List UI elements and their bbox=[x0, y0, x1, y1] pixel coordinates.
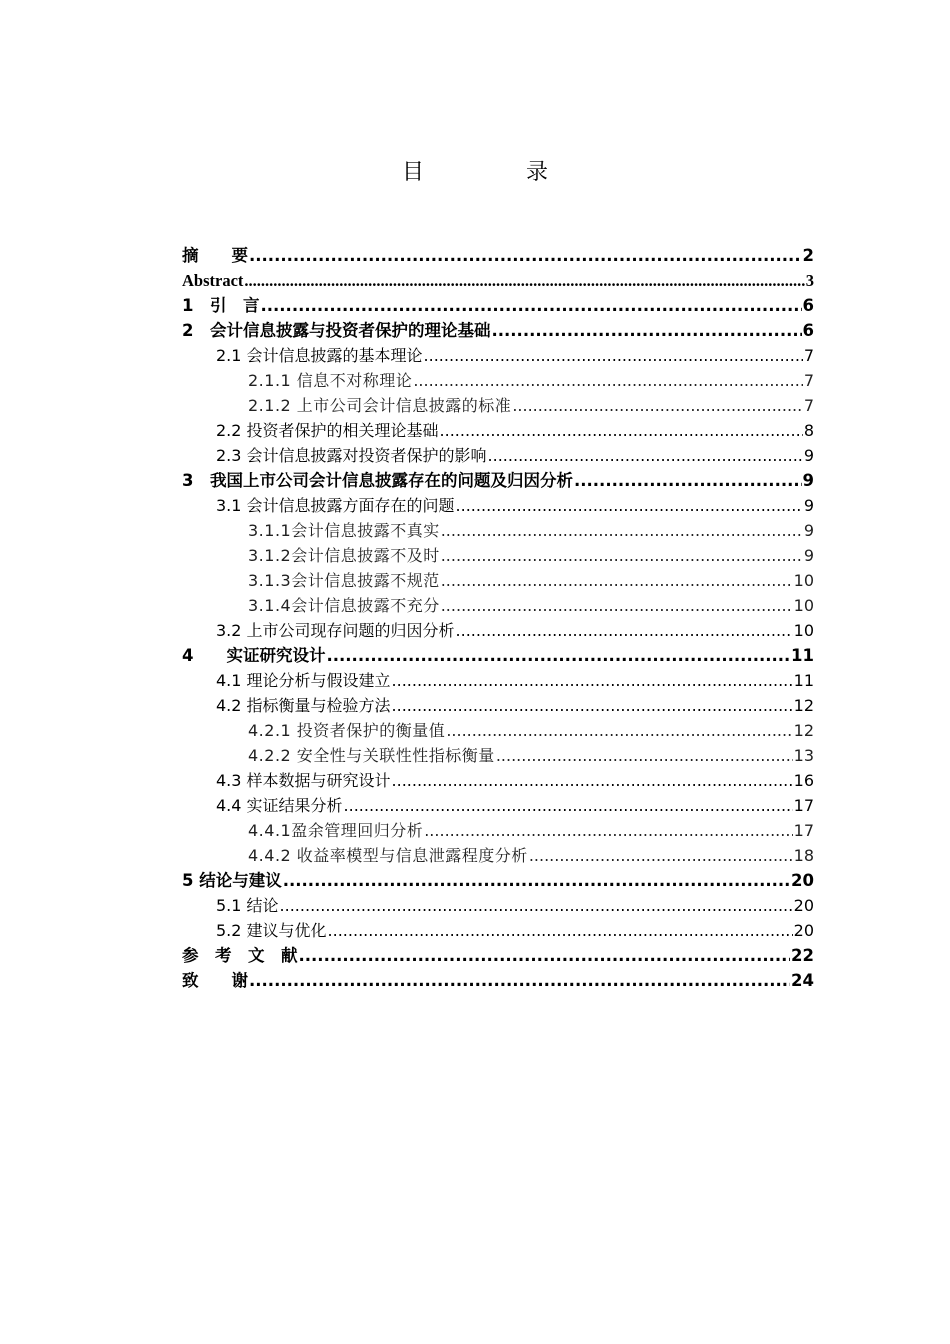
toc-entry[interactable] bbox=[182, 868, 814, 893]
toc-entry-page-number: 6 bbox=[802, 296, 814, 315]
toc-entry-label: 3.1.2会计信息披露不及时 bbox=[248, 546, 440, 565]
toc-entry[interactable] bbox=[182, 818, 814, 843]
toc-entry[interactable] bbox=[182, 768, 814, 793]
toc-dot-leader bbox=[441, 568, 793, 593]
toc-entry[interactable] bbox=[182, 568, 814, 593]
toc-entry-label: 2.1.1 信息不对称理论 bbox=[248, 371, 413, 390]
toc-dot-leader bbox=[574, 468, 802, 493]
toc-entry[interactable] bbox=[182, 243, 814, 268]
toc-dot-leader bbox=[326, 643, 790, 668]
toc-entry-page-number: 7 bbox=[803, 346, 814, 365]
toc-entry-label: 4.4.1盈余管理回归分析 bbox=[248, 821, 424, 840]
toc-entry-label: 3 我国上市公司会计信息披露存在的问题及归因分析 bbox=[182, 471, 573, 490]
toc-dot-leader bbox=[456, 493, 803, 518]
toc-entry-label: 5 结论与建议 bbox=[182, 871, 282, 890]
toc-entry-page-number: 6 bbox=[802, 321, 814, 340]
toc-entry-page-number: 12 bbox=[793, 696, 814, 715]
toc-dot-leader bbox=[392, 768, 793, 793]
toc-entry-label: 4.2.1 投资者保护的衡量值 bbox=[248, 721, 446, 740]
toc-entry-label: 3.2 上市公司现存问题的归因分析 bbox=[216, 621, 455, 640]
toc-entry-page-number: 12 bbox=[793, 721, 814, 740]
toc-entry-page-number: 17 bbox=[793, 796, 814, 815]
toc-entry-page-number: 13 bbox=[793, 746, 814, 765]
toc-entry-label: 4.4.2 收益率模型与信息泄露程度分析 bbox=[248, 846, 528, 865]
toc-entry[interactable] bbox=[182, 643, 814, 668]
toc-entry-page-number: 2 bbox=[802, 246, 814, 265]
toc-dot-leader bbox=[441, 593, 793, 618]
toc-entry-label: 4.2.2 安全性与关联性性指标衡量 bbox=[248, 746, 495, 765]
toc-entry[interactable] bbox=[182, 793, 814, 818]
toc-entry[interactable] bbox=[182, 543, 814, 568]
toc-entry-page-number: 7 bbox=[803, 396, 814, 415]
toc-entry-page-number: 10 bbox=[793, 596, 814, 615]
toc-entry-page-number: 11 bbox=[791, 646, 814, 665]
toc-entry-label: 3.1.3会计信息披露不规范 bbox=[248, 571, 440, 590]
toc-entry[interactable] bbox=[182, 468, 814, 493]
toc-entry-page-number: 24 bbox=[791, 971, 814, 990]
toc-entry[interactable] bbox=[182, 668, 814, 693]
toc-entry-label: 2.2 投资者保护的相关理论基础 bbox=[216, 421, 439, 440]
toc-entry-label: 4 实证研究设计 bbox=[182, 646, 326, 665]
toc-entry[interactable] bbox=[182, 893, 814, 918]
toc-dot-leader bbox=[244, 268, 804, 293]
toc-entry-label: 3.1.1会计信息披露不真实 bbox=[248, 521, 440, 540]
toc-entry-page-number: 22 bbox=[791, 946, 814, 965]
toc-entry[interactable] bbox=[182, 268, 814, 293]
toc-entry-page-number: 18 bbox=[793, 846, 814, 865]
toc-dot-leader bbox=[446, 718, 792, 743]
toc-entry-page-number: 20 bbox=[793, 896, 814, 915]
toc-dot-leader bbox=[456, 618, 793, 643]
toc-entry[interactable] bbox=[182, 718, 814, 743]
toc-entry[interactable] bbox=[182, 743, 814, 768]
toc-dot-leader bbox=[529, 843, 793, 868]
toc-entry-page-number: 3 bbox=[805, 271, 814, 290]
toc-entry-page-number: 9 bbox=[803, 446, 814, 465]
toc-entry[interactable] bbox=[182, 418, 814, 443]
toc-entry-page-number: 10 bbox=[793, 571, 814, 590]
toc-entry-label: 参 考 文 献 bbox=[182, 946, 298, 965]
toc-entry-label: 2 会计信息披露与投资者保护的理论基础 bbox=[182, 321, 491, 340]
toc-entry-label: 摘 要 bbox=[182, 246, 248, 265]
toc-dot-leader bbox=[413, 368, 803, 393]
toc-dot-leader bbox=[299, 943, 791, 968]
toc-entry-label: Abstract bbox=[182, 271, 244, 290]
toc-entry-page-number: 9 bbox=[803, 496, 814, 515]
toc-dot-leader bbox=[249, 968, 790, 993]
toc-entry-label: 5.1 结论 bbox=[216, 896, 279, 915]
toc-dot-leader bbox=[392, 668, 793, 693]
toc-entry[interactable] bbox=[182, 368, 814, 393]
toc-entry-label: 4.4 实证结果分析 bbox=[216, 796, 343, 815]
toc-entry[interactable] bbox=[182, 693, 814, 718]
toc-entry[interactable] bbox=[182, 618, 814, 643]
toc-entry-label: 3.1.4会计信息披露不充分 bbox=[248, 596, 440, 615]
toc-entry-label: 2.3 会计信息披露对投资者保护的影响 bbox=[216, 446, 487, 465]
toc-dot-leader bbox=[512, 393, 803, 418]
toc-entry-label: 2.1.2 上市公司会计信息披露的标准 bbox=[248, 396, 512, 415]
toc-entry-label: 3.1 会计信息披露方面存在的问题 bbox=[216, 496, 455, 515]
toc-entry-page-number: 16 bbox=[793, 771, 814, 790]
toc-dot-leader bbox=[491, 318, 801, 343]
toc-dot-leader bbox=[488, 443, 803, 468]
toc-entry-page-number: 8 bbox=[803, 421, 814, 440]
page-title: 目 录 bbox=[401, 160, 588, 185]
toc-entry-label: 1 引 言 bbox=[182, 296, 260, 315]
toc-entry-label: 致 谢 bbox=[182, 971, 248, 990]
toc-dot-leader bbox=[441, 543, 803, 568]
toc-entry-label: 5.2 建议与优化 bbox=[216, 921, 327, 940]
toc-entry[interactable] bbox=[182, 918, 814, 943]
toc-dot-leader bbox=[283, 868, 790, 893]
toc-entry[interactable] bbox=[182, 493, 814, 518]
table-of-contents bbox=[182, 243, 814, 993]
toc-dot-leader bbox=[260, 293, 801, 318]
toc-dot-leader bbox=[441, 518, 803, 543]
toc-entry[interactable] bbox=[182, 443, 814, 468]
toc-dot-leader bbox=[440, 418, 803, 443]
toc-entry[interactable] bbox=[182, 518, 814, 543]
toc-dot-leader bbox=[249, 243, 802, 268]
toc-entry-page-number: 17 bbox=[793, 821, 814, 840]
toc-dot-leader bbox=[328, 918, 793, 943]
toc-dot-leader bbox=[280, 893, 793, 918]
toc-entry-label: 4.1 理论分析与假设建立 bbox=[216, 671, 391, 690]
toc-entry-page-number: 9 bbox=[802, 471, 814, 490]
toc-entry-label: 2.1 会计信息披露的基本理论 bbox=[216, 346, 423, 365]
toc-entry[interactable] bbox=[182, 393, 814, 418]
toc-entry[interactable] bbox=[182, 968, 814, 993]
toc-entry[interactable] bbox=[182, 943, 814, 968]
toc-entry-label: 4.2 指标衡量与检验方法 bbox=[216, 696, 391, 715]
toc-entry[interactable] bbox=[182, 318, 814, 343]
toc-dot-leader bbox=[424, 343, 803, 368]
toc-entry[interactable] bbox=[182, 293, 814, 318]
toc-entry-page-number: 7 bbox=[803, 371, 814, 390]
toc-entry-page-number: 20 bbox=[793, 921, 814, 940]
toc-dot-leader bbox=[344, 793, 793, 818]
toc-entry[interactable] bbox=[182, 843, 814, 868]
toc-dot-leader bbox=[496, 743, 793, 768]
toc-entry-page-number: 11 bbox=[793, 671, 814, 690]
toc-dot-leader bbox=[424, 818, 792, 843]
toc-dot-leader bbox=[392, 693, 793, 718]
toc-entry[interactable] bbox=[182, 343, 814, 368]
toc-entry-page-number: 10 bbox=[793, 621, 814, 640]
toc-entry[interactable] bbox=[182, 593, 814, 618]
toc-entry-label: 4.3 样本数据与研究设计 bbox=[216, 771, 391, 790]
toc-entry-page-number: 9 bbox=[803, 546, 814, 565]
toc-entry-page-number: 20 bbox=[791, 871, 814, 890]
toc-entry-page-number: 9 bbox=[803, 521, 814, 540]
